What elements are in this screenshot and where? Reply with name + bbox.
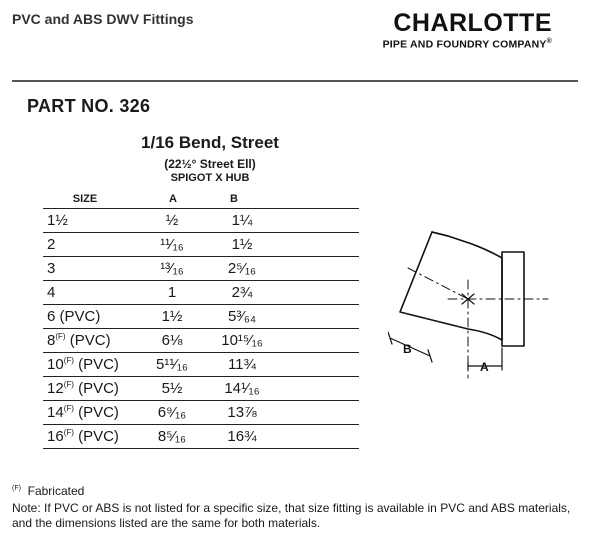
table-row — [43, 280, 359, 304]
header-size: SIZE — [72, 193, 98, 205]
table-row — [43, 208, 359, 232]
table-row — [43, 304, 359, 328]
cell-size — [43, 404, 143, 421]
fitting-alias: (22½° Street Ell) — [164, 157, 256, 171]
registered-mark: ® — [546, 38, 552, 45]
table-row — [43, 376, 359, 400]
cell-size-value: 8 — [47, 332, 56, 349]
cell-size-material: (PVC) — [73, 380, 119, 397]
cell-size — [43, 260, 143, 277]
logo-tagline-text: PIPE AND FOUNDRY COMPANY — [382, 38, 547, 51]
cell-size-value: 14 — [47, 404, 64, 421]
cell-b: 5³⁄₆₄ — [227, 308, 256, 325]
cell-size-value: 3 — [47, 260, 56, 277]
footnote-mark: (F) — [12, 485, 21, 492]
footnote-text: Fabricated — [27, 484, 85, 498]
cell-size — [43, 308, 143, 325]
fitting-name: 1/16 Bend, Street — [141, 133, 279, 152]
cell-size — [43, 284, 143, 301]
footnote — [12, 484, 84, 498]
diagram-centerline-angled — [408, 268, 468, 299]
cell-size — [43, 236, 143, 253]
cell-size-value: 6 (PVC) — [47, 308, 101, 325]
cell-b: 10¹⁵⁄₁₆ — [221, 332, 263, 349]
header-a: A — [169, 193, 177, 205]
diagram-spigot-outline — [400, 232, 502, 340]
table-row — [43, 424, 359, 449]
table-body — [43, 208, 359, 449]
cell-size — [43, 332, 143, 349]
cell-a: 6⅛ — [161, 332, 183, 349]
cell-size — [43, 428, 143, 445]
cell-size-value: 12 — [47, 380, 64, 397]
cell-b: 14¹⁄₁₆ — [224, 380, 260, 397]
fabricated-mark: (F) — [55, 332, 66, 341]
availability-note: Note: If PVC or ABS is not listed for a specific size, that size fitting is available in PVC and ABS materials, and the dimensions listed are the same for both materials. — [12, 501, 571, 530]
logo-tagline — [383, 38, 552, 51]
table-header-row — [43, 190, 359, 208]
table-row — [43, 352, 359, 376]
header-b: B — [230, 193, 238, 205]
cell-size — [43, 212, 143, 229]
cell-size-material: (PVC) — [73, 356, 119, 373]
cell-b: 16¾ — [227, 428, 257, 445]
part-number: PART NO. 326 — [27, 96, 151, 116]
company-logo — [383, 10, 552, 51]
fabricated-mark: (F) — [63, 428, 74, 437]
fabricated-mark: (F) — [63, 380, 74, 389]
cell-size-material: (PVC) — [73, 404, 119, 421]
dimension-a-label: A — [480, 360, 489, 374]
cell-a: ¹¹⁄₁₆ — [160, 236, 184, 253]
cell-a: 6⁹⁄₁₆ — [157, 404, 187, 421]
cell-size-value: 2 — [47, 236, 56, 253]
table-row — [43, 232, 359, 256]
table-row — [43, 400, 359, 424]
cell-size-value: 1½ — [47, 212, 68, 229]
cell-size — [43, 380, 143, 397]
cell-size-value: 4 — [47, 284, 56, 301]
dimensions-table — [43, 190, 359, 449]
cell-a: 5¹¹⁄₁₆ — [156, 356, 188, 373]
cell-a: 1 — [167, 284, 177, 301]
cell-b: 1½ — [231, 236, 253, 253]
cell-size-value: 16 — [47, 428, 64, 445]
diagram-spigot-end — [432, 232, 448, 236]
cell-size-material: (PVC) — [65, 332, 111, 349]
fitting-diagram — [388, 228, 558, 388]
cell-a: ¹³⁄₁₆ — [160, 260, 184, 277]
cell-b: 13⅞ — [227, 404, 257, 421]
fitting-connection: SPIGOT X HUB — [170, 172, 250, 184]
cell-b: 1¼ — [231, 212, 253, 229]
cell-a: ½ — [165, 212, 179, 229]
cell-size-value: 10 — [47, 356, 64, 373]
header-divider — [12, 80, 578, 82]
cell-b: 2⁵⁄₁₆ — [227, 260, 257, 277]
cell-b: 11¾ — [227, 356, 257, 373]
cell-size-material: (PVC) — [73, 428, 119, 445]
logo-wordmark: CHARLOTTE — [393, 9, 552, 37]
table-row — [43, 256, 359, 280]
cell-b: 2¾ — [231, 284, 253, 301]
dimension-b-label: B — [403, 342, 412, 356]
table-row — [43, 328, 359, 352]
fabricated-mark: (F) — [63, 404, 74, 413]
fabricated-mark: (F) — [63, 356, 74, 365]
cell-a: 1½ — [161, 308, 183, 325]
page-header-title: PVC and ABS DWV Fittings — [12, 11, 194, 27]
cell-a: 5½ — [161, 380, 183, 397]
cell-a: 8⁵⁄₁₆ — [157, 428, 187, 445]
cell-size — [43, 356, 143, 373]
